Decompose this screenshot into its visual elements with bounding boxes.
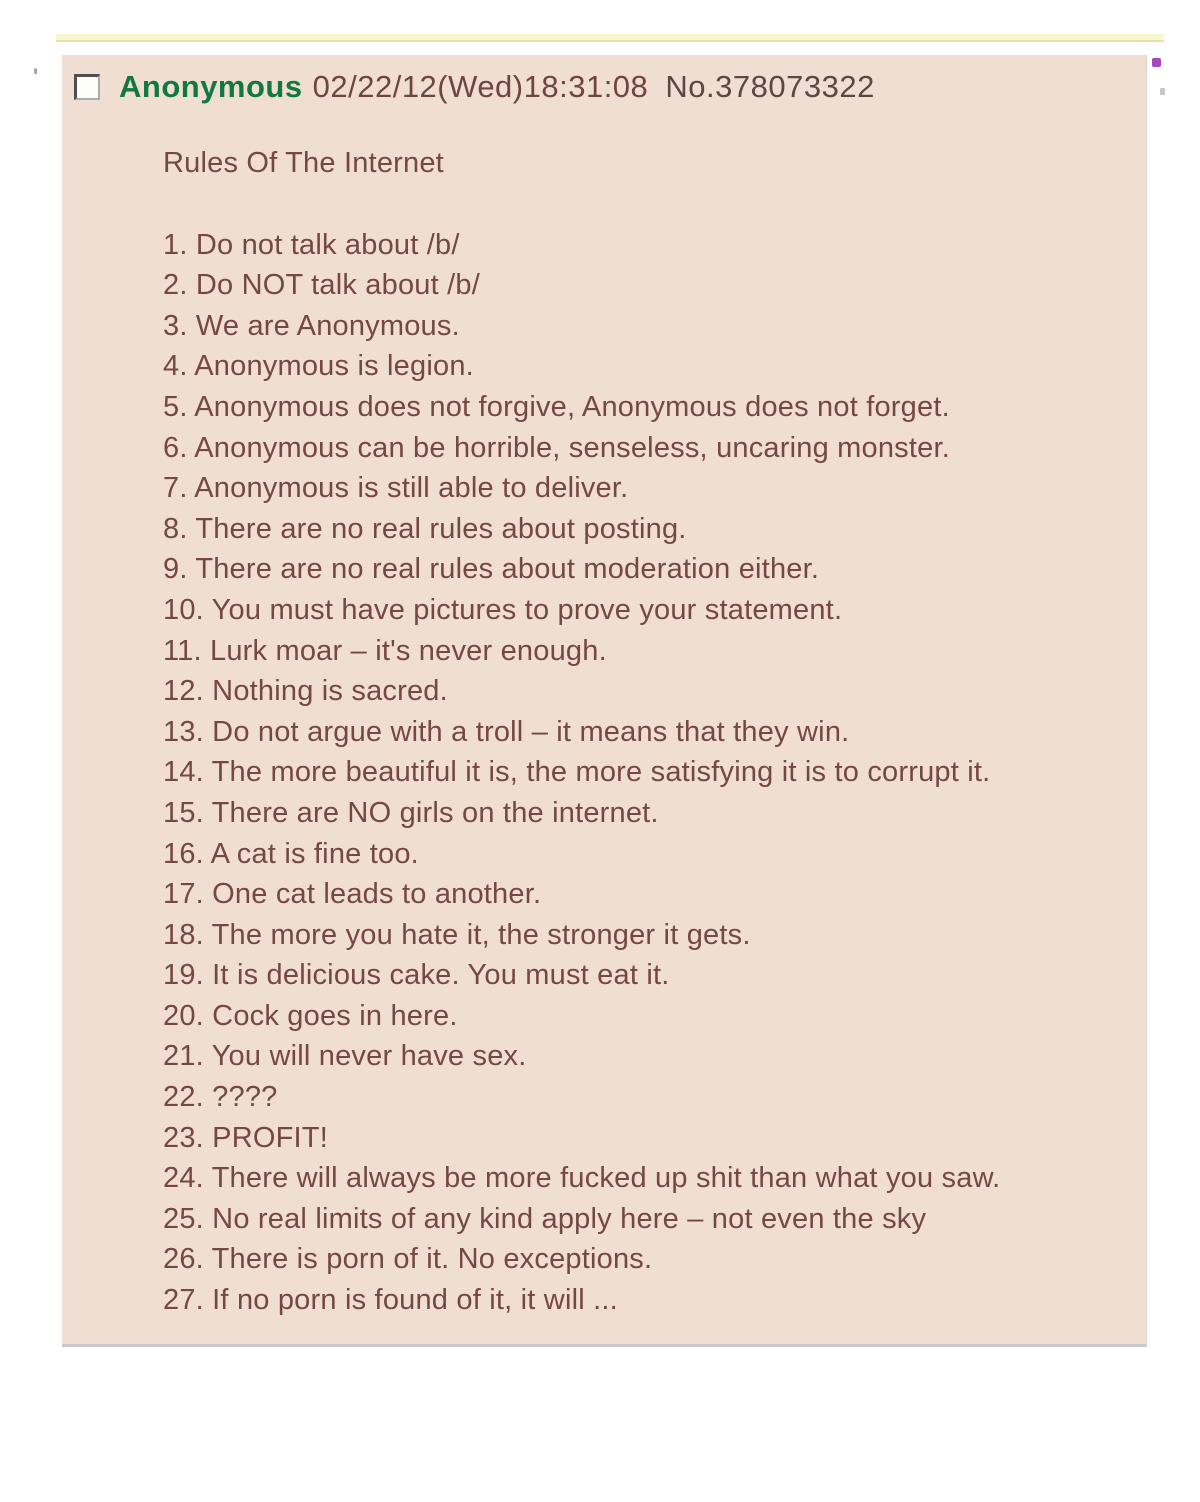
post-title: Rules Of The Internet bbox=[163, 147, 444, 179]
poster-name: Anonymous bbox=[119, 69, 303, 104]
rules-list bbox=[163, 225, 1123, 1321]
rule-line: 24. There will always be more fucked up shit than what you saw. bbox=[163, 1162, 1001, 1195]
rule-line: 20. Cock goes in here. bbox=[163, 999, 458, 1032]
rule-line: 16. A cat is fine too. bbox=[163, 837, 419, 870]
rule-line: 9. There are no real rules about moderation either. bbox=[163, 553, 820, 586]
rule-line: 3. We are Anonymous. bbox=[163, 309, 460, 342]
rule-line: 18. The more you hate it, the stronger it gets. bbox=[163, 918, 751, 951]
horizontal-divider bbox=[56, 34, 1164, 42]
rule-line: 19. It is delicious cake. You must eat it. bbox=[163, 959, 670, 992]
rule-line: 23. PROFIT! bbox=[163, 1121, 328, 1154]
rule-line: 8. There are no real rules about posting. bbox=[163, 512, 687, 545]
rule-line: 6. Anonymous can be horrible, senseless, uncaring monster. bbox=[163, 431, 950, 464]
rule-line: 10. You must have pictures to prove your statement. bbox=[163, 593, 843, 626]
rule-line: 2. Do NOT talk about /b/ bbox=[163, 269, 480, 302]
post-number: No.378073322 bbox=[665, 69, 875, 104]
rule-line: 4. Anonymous is legion. bbox=[163, 350, 474, 383]
gray-artifact-speck bbox=[1160, 88, 1165, 95]
stray-artifact-mark: ' bbox=[33, 64, 39, 89]
rule-line: 14. The more beautiful it is, the more satisfying it is to corrupt it. bbox=[163, 756, 991, 789]
post-body bbox=[163, 143, 1123, 1321]
rule-line: 15. There are NO girls on the internet. bbox=[163, 796, 659, 829]
rule-line: 1. Do not talk about /b/ bbox=[163, 228, 460, 261]
rule-line: 26. There is porn of it. No exceptions. bbox=[163, 1243, 653, 1276]
post-container bbox=[62, 55, 1147, 1347]
rule-line: 5. Anonymous does not forgive, Anonymous does not forget. bbox=[163, 390, 950, 423]
rule-line: 22. ???? bbox=[163, 1081, 278, 1114]
rule-line: 7. Anonymous is still able to deliver. bbox=[163, 472, 629, 505]
post-timestamp: 02/22/12(Wed)18:31:08 bbox=[312, 69, 649, 104]
rule-line: 12. Nothing is sacred. bbox=[163, 675, 448, 708]
rule-line: 27. If no porn is found of it, it will ... bbox=[163, 1284, 618, 1317]
post-select-checkbox[interactable] bbox=[74, 74, 100, 100]
rule-line: 17. One cat leads to another. bbox=[163, 878, 542, 911]
magenta-artifact-dot bbox=[1152, 58, 1161, 67]
rule-line: 13. Do not argue with a troll – it means that they win. bbox=[163, 715, 850, 748]
rule-line: 25. No real limits of any kind apply here – not even the sky bbox=[163, 1202, 927, 1235]
post-meta bbox=[313, 69, 875, 105]
rule-line: 11. Lurk moar – it's never enough. bbox=[163, 634, 607, 667]
post-header bbox=[74, 69, 875, 105]
rule-line: 21. You will never have sex. bbox=[163, 1040, 527, 1073]
blank-line bbox=[163, 184, 1123, 225]
